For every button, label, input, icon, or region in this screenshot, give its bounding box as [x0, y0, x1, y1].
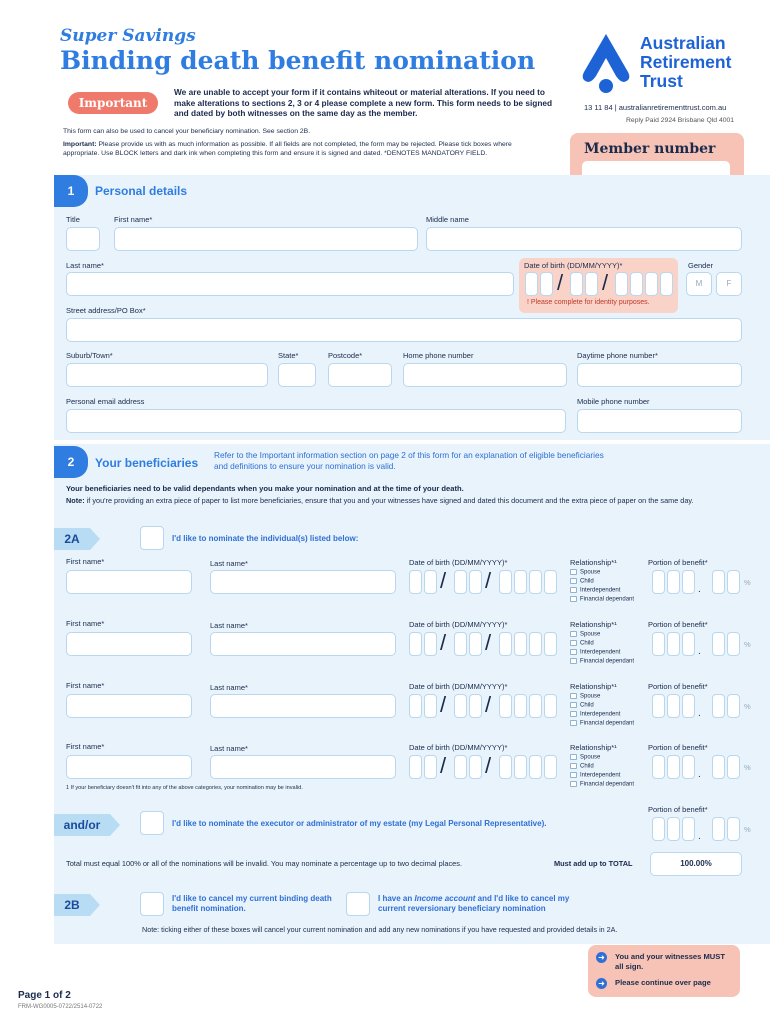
beneficiary-last-name-input[interactable]	[210, 570, 396, 594]
portion-label: Portion of benefit*	[648, 558, 708, 567]
beneficiary-dob-digit[interactable]	[544, 632, 557, 656]
beneficiary-last-name-label: Last name*	[210, 683, 248, 692]
relationship-label: Relationship*¹	[570, 682, 617, 691]
beneficiary-first-name-input[interactable]	[66, 570, 192, 594]
dob-slash: /	[440, 630, 447, 655]
dob-slash: /	[485, 630, 492, 655]
important-text: We are unable to accept your form if it contains whiteout or material alterations. If you need to make alterations to sections 2, 3 or 4 please complete a new form. This form needs to be signed and dated by both witnesses on the same day as the member.	[174, 87, 553, 118]
dob-y3[interactable]	[645, 272, 658, 296]
email-label: Personal email address	[66, 397, 145, 406]
brand-address: Reply Paid 2924 Brisbane Qld 4001	[626, 117, 735, 124]
checkbox-icon[interactable]	[570, 781, 577, 787]
beneficiary-dob-digit[interactable]	[514, 570, 527, 594]
relationship-option[interactable]: Interdependent	[570, 649, 620, 656]
sign-note: You and your witnesses MUST all sign.	[615, 952, 725, 971]
extra-paper-note: Note: if you're providing an extra piece of paper to list more beneficiaries, ensure that you and your witnesses have signed and dated this document and the extra piece of paper on the same day.	[66, 496, 694, 505]
beneficiary-dob-digit[interactable]	[469, 570, 482, 594]
relationship-option[interactable]: Child	[570, 702, 594, 709]
portion-digit[interactable]	[682, 694, 695, 718]
decimal-point: .	[698, 708, 701, 719]
form-code: FRM-WG0005-0722/2514-0722	[18, 1004, 103, 1010]
last-name-input[interactable]	[66, 272, 514, 296]
middle-name-label: Middle name	[426, 215, 469, 224]
beneficiary-dob-digit[interactable]	[454, 755, 467, 779]
beneficiary-dob-digit[interactable]	[529, 632, 542, 656]
continue-note: Please continue over page	[615, 978, 711, 987]
checkbox-icon[interactable]	[570, 702, 577, 708]
dob-slash: /	[602, 270, 609, 295]
brand-name: Australian Retirement Trust	[640, 33, 732, 91]
dob-slash: /	[485, 692, 492, 717]
section-2-intro: Refer to the Important information section on page 2 of this form for an explanation of eligible beneficiaries and definitions to ensure your nomination is valid.	[214, 450, 604, 471]
tag-2b: 2B	[54, 894, 90, 916]
percent-sign: %	[744, 640, 751, 649]
signature-notice	[588, 945, 740, 997]
title-label: Title	[66, 215, 80, 224]
beneficiary-dob-digit[interactable]	[499, 632, 512, 656]
portion-label: Portion of benefit*	[648, 743, 708, 752]
beneficiary-dob-digit[interactable]	[424, 632, 437, 656]
portion-digit[interactable]	[727, 694, 740, 718]
beneficiary-last-name-input[interactable]	[210, 694, 396, 718]
beneficiary-last-name-input[interactable]	[210, 632, 396, 656]
relationship-label: Relationship*¹	[570, 620, 617, 629]
portion-digit[interactable]	[667, 570, 680, 594]
relationship-option[interactable]: Interdependent	[570, 772, 620, 779]
dob-m1[interactable]	[570, 272, 583, 296]
email-input[interactable]	[66, 409, 566, 433]
beneficiary-dob-digit[interactable]	[499, 694, 512, 718]
percent-sign: %	[744, 825, 751, 834]
section-2-title: Your beneficiaries	[95, 456, 199, 470]
total-note: Total must equal 100% or all of the nominations will be invalid. You may nominate a percentage up to two decimal places.	[66, 859, 463, 868]
relationship-option[interactable]: Financial dependant	[570, 781, 634, 788]
beneficiary-dob-digit[interactable]	[499, 755, 512, 779]
important-badge: Important	[68, 92, 158, 114]
beneficiary-last-name-label: Last name*	[210, 744, 248, 753]
portion-digit[interactable]	[727, 570, 740, 594]
section-1-title: Personal details	[95, 184, 188, 198]
dob-d2[interactable]	[540, 272, 553, 296]
relationship-option[interactable]: Interdependent	[570, 587, 620, 594]
total-value: 100.00%	[650, 852, 742, 876]
beneficiary-dob-digit[interactable]	[529, 755, 542, 779]
checkbox-icon[interactable]	[570, 754, 577, 760]
beneficiary-dob-digit[interactable]	[424, 755, 437, 779]
dob-note: ! Please complete for identity purposes.	[527, 299, 650, 306]
beneficiary-dob-digit[interactable]	[544, 694, 557, 718]
beneficiary-last-name-label: Last name*	[210, 559, 248, 568]
portion-label: Portion of benefit*	[648, 682, 708, 691]
relationship-option[interactable]: Child	[570, 763, 594, 770]
dob-slash: /	[485, 753, 492, 778]
arrow-right-icon: ➜	[596, 952, 607, 963]
street-label: Street address/PO Box*	[66, 306, 146, 315]
beneficiary-first-name-input[interactable]	[66, 632, 192, 656]
section-2-number: 2	[54, 446, 88, 478]
beneficiary-first-name-label: First name*	[66, 742, 105, 751]
checkbox-icon[interactable]	[570, 631, 577, 637]
relationship-label: Relationship*¹	[570, 558, 617, 567]
checkbox-icon[interactable]	[570, 649, 577, 655]
checkbox-icon[interactable]	[570, 596, 577, 602]
last-name-label: Last name*	[66, 261, 104, 270]
relationship-option[interactable]: Child	[570, 640, 594, 647]
checkbox-icon[interactable]	[570, 587, 577, 593]
day-phone-label: Daytime phone number*	[577, 351, 658, 360]
dob-d1[interactable]	[525, 272, 538, 296]
dob-slash: /	[440, 692, 447, 717]
portion-digit[interactable]	[682, 570, 695, 594]
beneficiary-dob-digit[interactable]	[499, 570, 512, 594]
beneficiary-dob-digit[interactable]	[424, 570, 437, 594]
estate-portion-digit[interactable]	[727, 817, 740, 841]
footnote: 1 If your beneficiary doesn't fit into any of the above categories, your nomination may be invalid.	[66, 785, 303, 791]
beneficiary-last-name-label: Last name*	[210, 621, 248, 630]
arrow-right-icon: ➜	[596, 978, 607, 989]
postcode-input[interactable]	[328, 363, 392, 387]
dob-y1[interactable]	[615, 272, 628, 296]
nominate-individuals-label: I'd like to nominate the individual(s) listed below:	[172, 534, 359, 543]
dob-slash: /	[485, 568, 492, 593]
estate-checkbox[interactable]	[140, 811, 164, 835]
tag-2a: 2A	[54, 528, 90, 550]
postcode-label: Postcode*	[328, 351, 363, 360]
checkbox-icon[interactable]	[570, 711, 577, 717]
portion-digit[interactable]	[652, 570, 665, 594]
nominate-individuals-checkbox[interactable]	[140, 526, 164, 550]
relationship-option[interactable]: Interdependent	[570, 711, 620, 718]
portion-label: Portion of benefit*	[648, 620, 708, 629]
beneficiary-dob-digit[interactable]	[514, 694, 527, 718]
estate-portion-label: Portion of benefit*	[648, 805, 708, 814]
cancel-reversionary-label: I have an Income account and I'd like to cancel my current reversionary beneficiary nomination	[378, 894, 570, 913]
form-subtitle: Super Savings	[60, 26, 196, 46]
beneficiary-dob-digit[interactable]	[529, 570, 542, 594]
portion-digit[interactable]	[682, 755, 695, 779]
percent-sign: %	[744, 578, 751, 587]
beneficiary-dob-digit[interactable]	[454, 632, 467, 656]
beneficiary-dob-label: Date of birth (DD/MM/YYYY)*	[409, 743, 508, 752]
member-number-label: Member number	[584, 141, 716, 157]
title-input[interactable]	[66, 227, 100, 251]
home-phone-label: Home phone number	[403, 351, 474, 360]
beneficiary-last-name-input[interactable]	[210, 755, 396, 779]
home-phone-input[interactable]	[403, 363, 567, 387]
dob-slash: /	[440, 568, 447, 593]
beneficiary-dob-digit[interactable]	[469, 694, 482, 718]
beneficiary-dob-digit[interactable]	[409, 632, 422, 656]
beneficiary-dob-label: Date of birth (DD/MM/YYYY)*	[409, 620, 508, 629]
beneficiary-dob-digit[interactable]	[514, 755, 527, 779]
percent-sign: %	[744, 702, 751, 711]
decimal-point: .	[698, 769, 701, 780]
beneficiary-dob-digit[interactable]	[514, 632, 527, 656]
suburb-label: Suburb/Town*	[66, 351, 113, 360]
checkbox-icon[interactable]	[570, 772, 577, 778]
day-phone-input[interactable]	[577, 363, 742, 387]
portion-digit[interactable]	[727, 632, 740, 656]
portion-digit[interactable]	[652, 755, 665, 779]
estate-portion-digit[interactable]	[652, 817, 665, 841]
relationship-option[interactable]: Child	[570, 578, 594, 585]
page-title: Binding death benefit nomination	[60, 46, 536, 75]
total-label: Must add up to TOTAL	[554, 859, 633, 868]
beneficiary-first-name-input[interactable]	[66, 694, 192, 718]
checkbox-icon[interactable]	[570, 569, 577, 575]
relationship-option[interactable]: Financial dependant	[570, 658, 634, 665]
checkbox-icon[interactable]	[570, 720, 577, 726]
portion-digit[interactable]	[667, 632, 680, 656]
beneficiary-dob-digit[interactable]	[454, 694, 467, 718]
portion-digit[interactable]	[712, 694, 725, 718]
checkbox-icon[interactable]	[570, 640, 577, 646]
portion-digit[interactable]	[667, 755, 680, 779]
page-number: Page 1 of 2	[18, 990, 71, 1001]
portion-digit[interactable]	[667, 694, 680, 718]
checkbox-icon[interactable]	[570, 693, 577, 699]
portion-digit[interactable]	[652, 632, 665, 656]
first-name-input[interactable]	[114, 227, 418, 251]
instructions: Important: Please provide us with as much information as possible. If all fields are not completed, the form may be rejected. Please tick boxes where appropriate. Use BLOCK letters and dark ink when completing this form and ensure it is signed and dated. *DENOTES MANDATORY FIELD.	[63, 141, 512, 157]
estate-portion-digit[interactable]	[667, 817, 680, 841]
dob-y4[interactable]	[660, 272, 673, 296]
beneficiary-dob-digit[interactable]	[424, 694, 437, 718]
beneficiary-dob-digit[interactable]	[409, 694, 422, 718]
valid-dependants-note: Your beneficiaries need to be valid dependants when you make your nomination and at the time of your death.	[66, 484, 464, 493]
cancel-reversionary-checkbox[interactable]	[346, 892, 370, 916]
beneficiary-dob-digit[interactable]	[529, 694, 542, 718]
portion-digit[interactable]	[712, 632, 725, 656]
beneficiary-dob-digit[interactable]	[454, 570, 467, 594]
relationship-option[interactable]: Spouse	[570, 754, 600, 761]
portion-digit[interactable]	[682, 632, 695, 656]
mobile-input[interactable]	[577, 409, 742, 433]
relationship-option[interactable]: Financial dependant	[570, 720, 634, 727]
checkbox-icon[interactable]	[570, 763, 577, 769]
estate-portion-digit[interactable]	[682, 817, 695, 841]
cancel-nomination-checkbox[interactable]	[140, 892, 164, 916]
state-label: State*	[278, 351, 299, 360]
street-input[interactable]	[66, 318, 742, 342]
decimal-point: .	[698, 831, 701, 842]
dob-slash: /	[440, 753, 447, 778]
beneficiary-dob-digit[interactable]	[409, 570, 422, 594]
gender-label: Gender	[688, 261, 714, 270]
portion-digit[interactable]	[727, 755, 740, 779]
beneficiary-dob-digit[interactable]	[409, 755, 422, 779]
percent-sign: %	[744, 763, 751, 772]
relationship-option[interactable]: Financial dependant	[570, 596, 634, 603]
dob-label: Date of birth (DD/MM/YYYY)*	[524, 261, 623, 270]
relationship-label: Relationship*¹	[570, 743, 617, 752]
beneficiary-first-name-input[interactable]	[66, 755, 192, 779]
dob-slash: /	[557, 270, 564, 295]
dob-y2[interactable]	[630, 272, 643, 296]
beneficiary-dob-label: Date of birth (DD/MM/YYYY)*	[409, 558, 508, 567]
tag-and-or: and/or	[54, 814, 110, 836]
beneficiary-first-name-label: First name*	[66, 681, 105, 690]
decimal-point: .	[698, 646, 701, 657]
beneficiary-dob-label: Date of birth (DD/MM/YYYY)*	[409, 682, 508, 691]
beneficiary-dob-digit[interactable]	[469, 632, 482, 656]
brand-contact: 13 11 84 | australianretirementtrust.com.au	[584, 103, 727, 112]
gender-m-box[interactable]: M	[686, 272, 712, 296]
portion-digit[interactable]	[652, 694, 665, 718]
cancel-nomination-label: I'd like to cancel my current binding death benefit nomination.	[172, 894, 332, 913]
mobile-label: Mobile phone number	[577, 397, 650, 406]
checkbox-icon[interactable]	[570, 658, 577, 664]
state-input[interactable]	[278, 363, 316, 387]
checkbox-icon[interactable]	[570, 578, 577, 584]
relationship-option[interactable]: Spouse	[570, 569, 600, 576]
portion-digit[interactable]	[712, 755, 725, 779]
relationship-option[interactable]: Spouse	[570, 693, 600, 700]
first-name-label: First name*	[114, 215, 153, 224]
beneficiary-dob-digit[interactable]	[544, 755, 557, 779]
section-1-number: 1	[54, 175, 88, 207]
art-logo-icon	[580, 32, 632, 94]
suburb-input[interactable]	[66, 363, 268, 387]
relationship-option[interactable]: Spouse	[570, 631, 600, 638]
portion-digit[interactable]	[712, 570, 725, 594]
gender-f-box[interactable]: F	[716, 272, 742, 296]
cancel-note: This form can also be used to cancel your beneficiary nomination. See section 2B.	[63, 128, 311, 135]
beneficiary-first-name-label: First name*	[66, 557, 105, 566]
beneficiary-dob-digit[interactable]	[469, 755, 482, 779]
cancel-warning: Note: ticking either of these boxes will cancel your current nomination and add any new nominations if you have requested and provided details in 2A.	[142, 925, 618, 934]
dob-m2[interactable]	[585, 272, 598, 296]
beneficiary-dob-digit[interactable]	[544, 570, 557, 594]
middle-name-input[interactable]	[426, 227, 742, 251]
estate-label: I'd like to nominate the executor or administrator of my estate (my Legal Personal Representative).	[172, 819, 547, 828]
estate-portion-digit[interactable]	[712, 817, 725, 841]
decimal-point: .	[698, 584, 701, 595]
beneficiary-first-name-label: First name*	[66, 619, 105, 628]
